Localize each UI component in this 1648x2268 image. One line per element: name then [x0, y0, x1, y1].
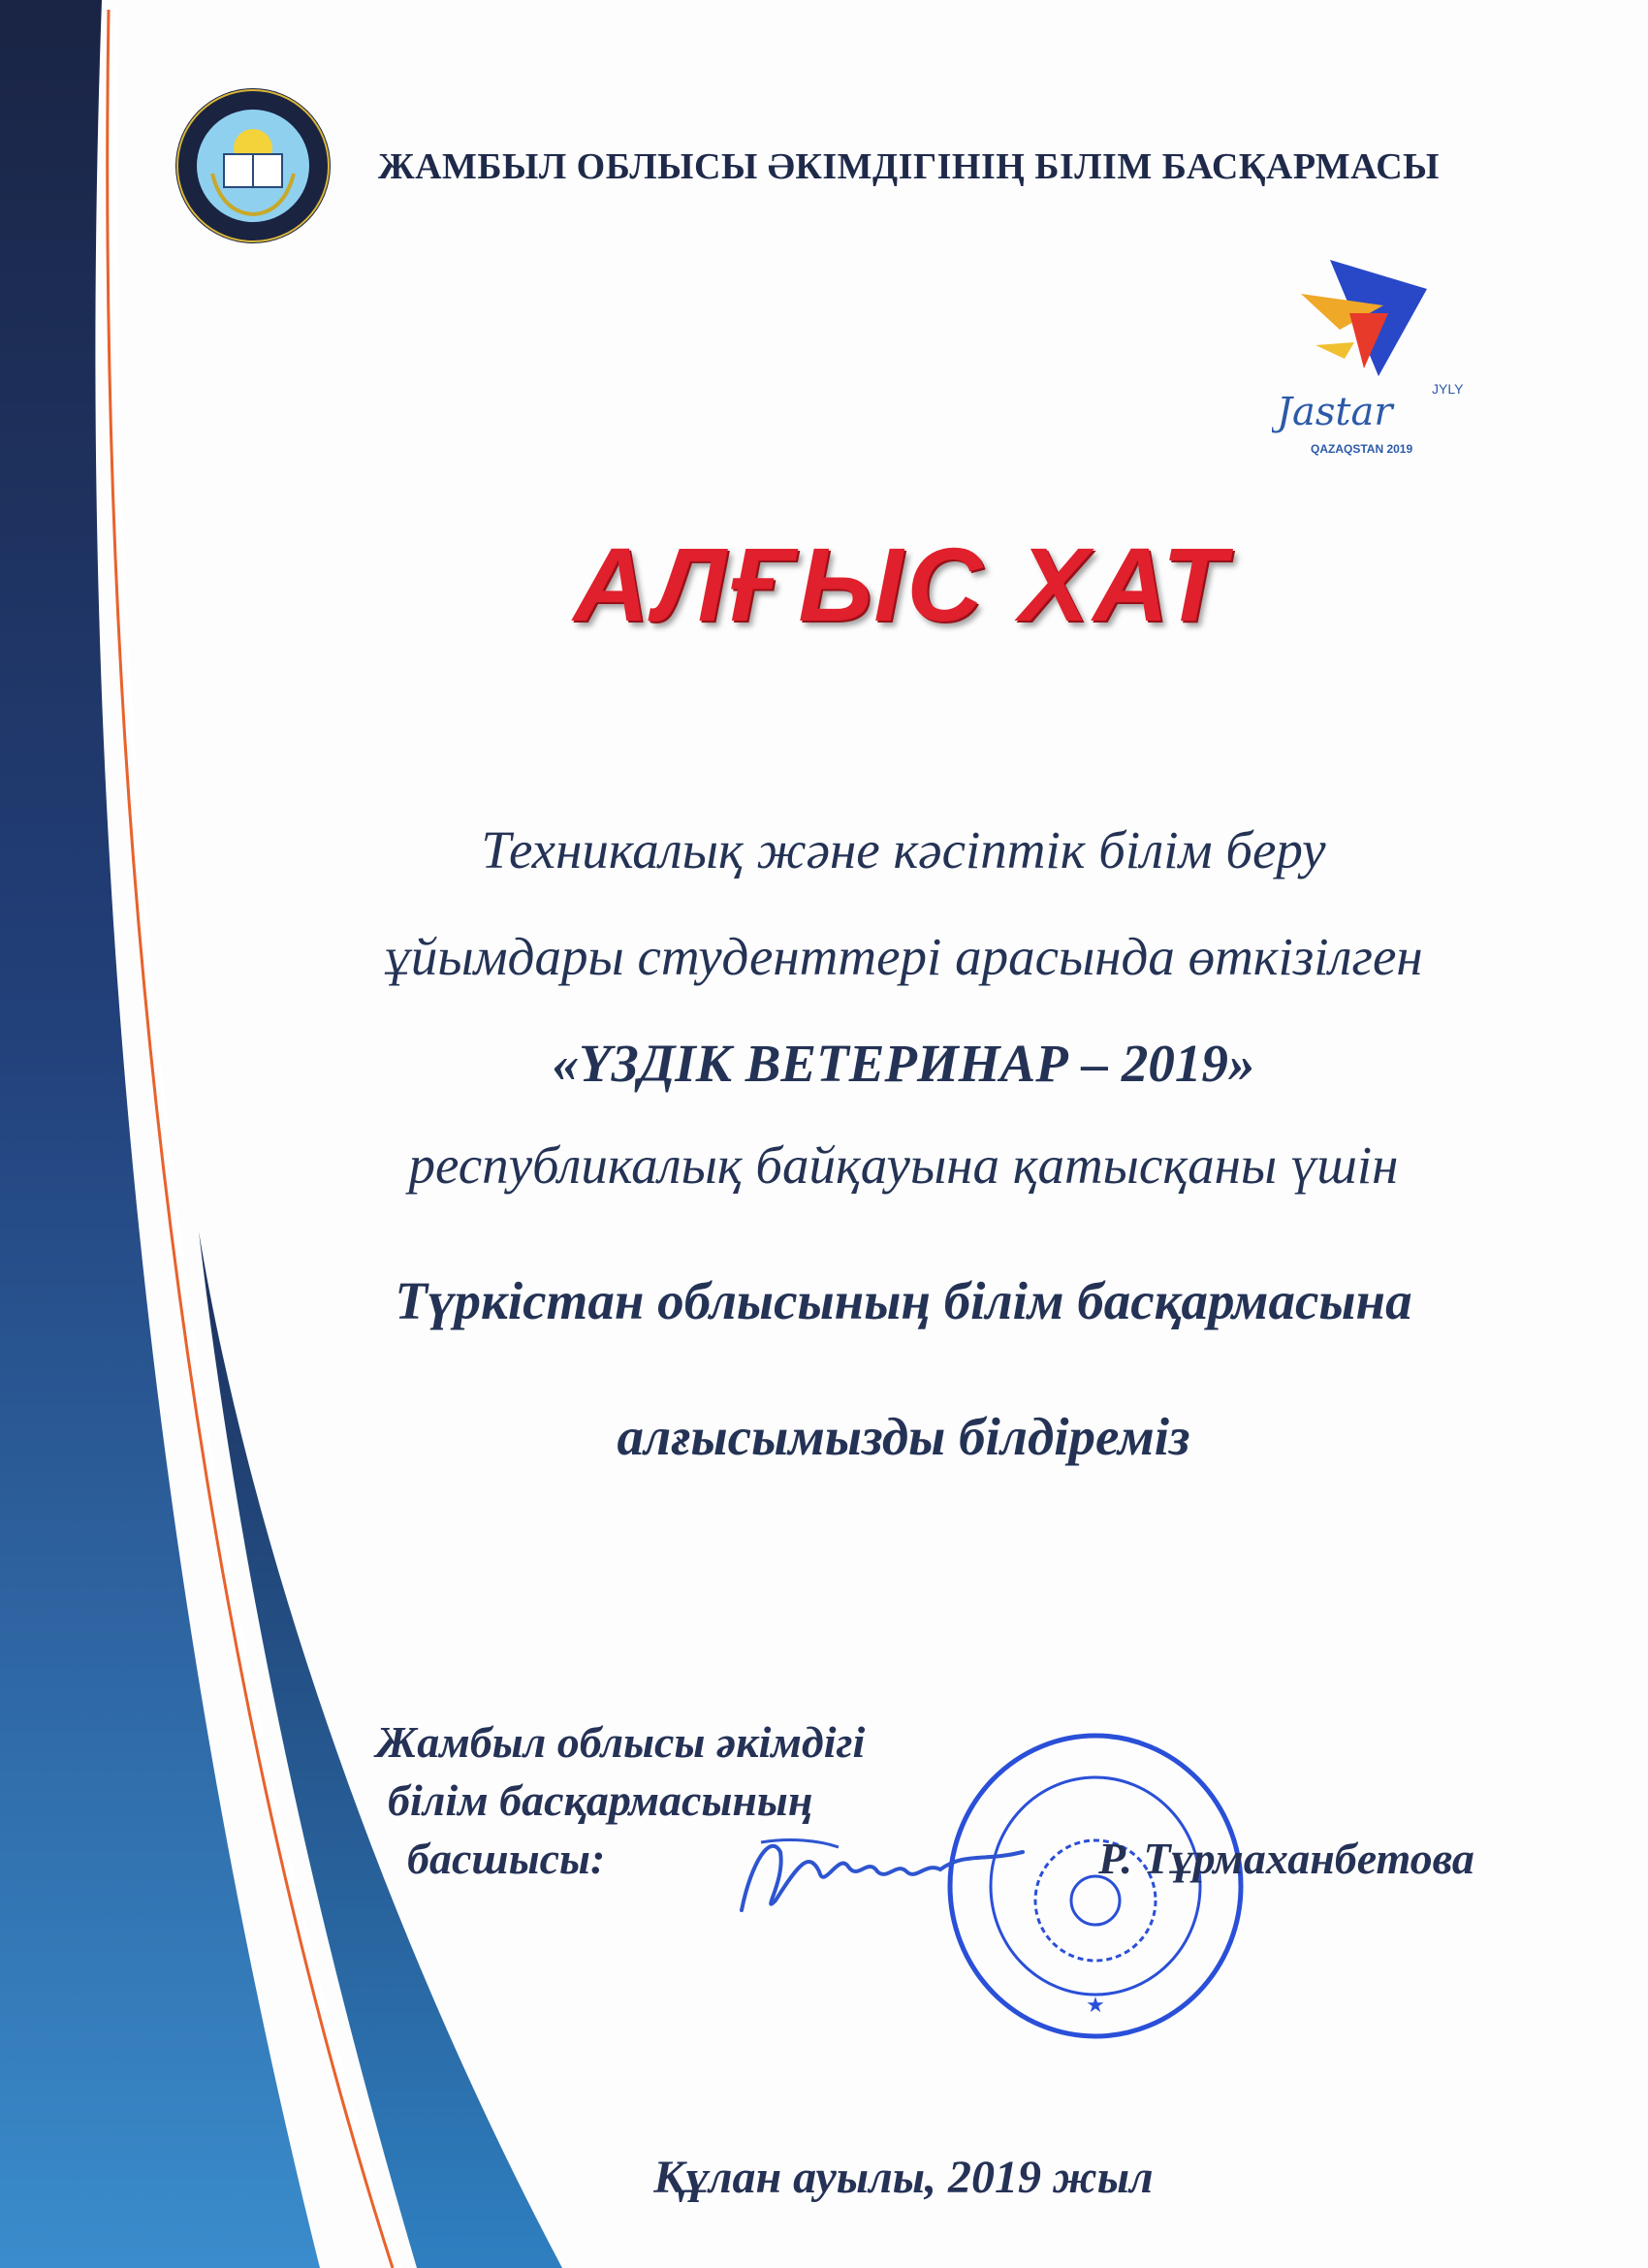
organization-header: ЖАМБЫЛ ОБЛЫСЫ ӘКІМДІГІНІҢ БІЛІМ БАСҚАРМАСЫ — [378, 146, 1440, 187]
jastar-jyly-logo — [1272, 260, 1475, 459]
body-line-2: ұйымдары студенттері арасында өткізілген — [384, 927, 1423, 986]
place-and-year: Құлан ауылы, 2019 жыл — [653, 2152, 1154, 2203]
handwritten-signature — [732, 1823, 1032, 1930]
jastar-logo-sup: JYLY — [1432, 381, 1464, 397]
signatory-name: Р. Тұрмаханбетова — [1098, 1834, 1474, 1883]
competition-name: «ҮЗДІК ВЕТЕРИНАР – 2019» — [552, 1034, 1255, 1093]
education-department-seal-logo — [174, 86, 333, 245]
recipient-line: Түркістан облысының білім басқармасына — [395, 1271, 1412, 1330]
signatory-position-2: білім басқармасының — [388, 1775, 813, 1825]
signatory-position-3: басшысы: — [407, 1834, 606, 1883]
svg-text:★: ★ — [1086, 1993, 1105, 2017]
signatory-position-1: Жамбыл облысы әкімдігі — [376, 1717, 866, 1767]
gratitude-line: алғысымызды білдіреміз — [617, 1407, 1190, 1466]
document-title: АЛҒЫС ХАТ — [573, 526, 1230, 643]
jastar-logo-sub: QAZAQSTAN 2019 — [1311, 442, 1413, 456]
body-line-1: Техникалық және кәсіптік білім беру — [481, 820, 1326, 879]
jastar-logo-word: Jastar — [1277, 390, 1393, 434]
body-line-4: республикалық байқауына қатысқаны үшін — [408, 1135, 1399, 1195]
